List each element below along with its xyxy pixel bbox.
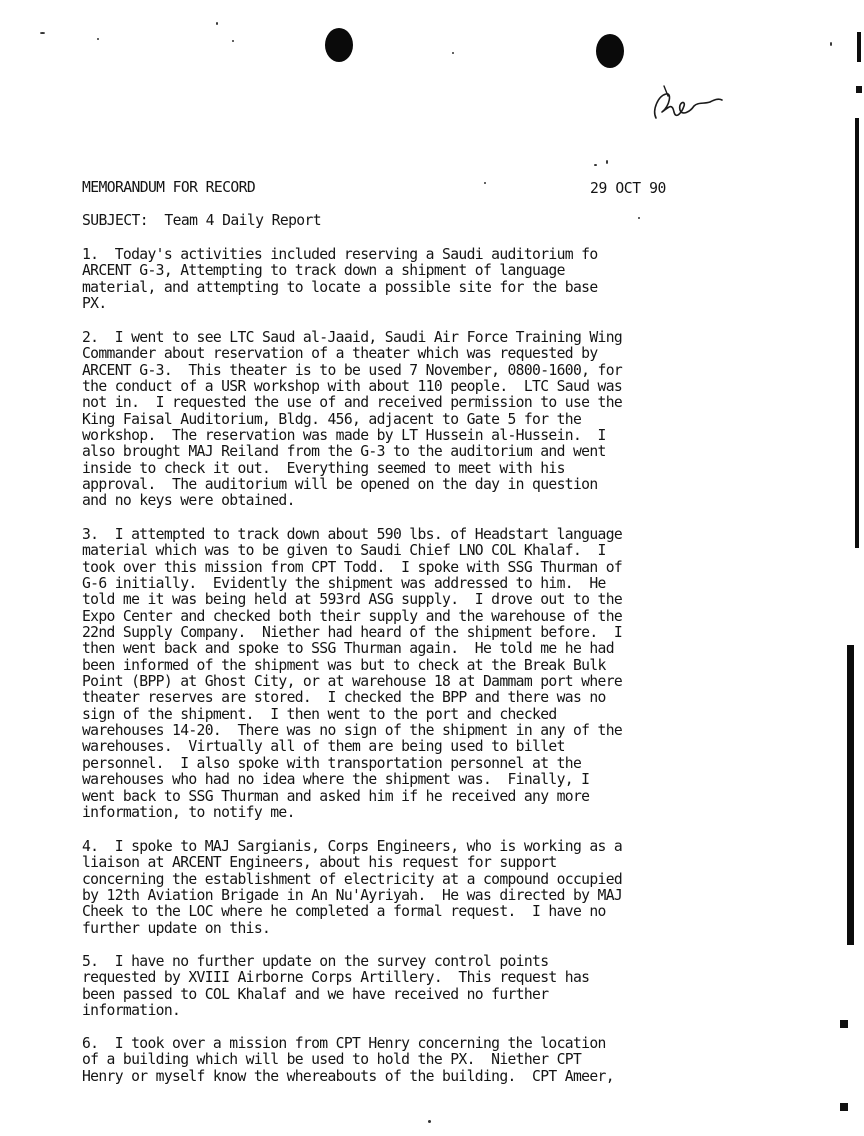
- scan-speck: [606, 160, 608, 164]
- scan-edge-dot: [840, 1103, 848, 1111]
- scan-speck: [40, 32, 45, 34]
- paragraph-6: 6. I took over a mission from CPT Henry concerning the location of a building which will be used to hold the PX. Niether CPT Henry or myself know the whereabouts of the building. CPT Ameer,: [82, 1035, 614, 1085]
- scan-speck: [232, 40, 234, 42]
- memo-heading: MEMORANDUM FOR RECORD: [82, 179, 256, 196]
- scan-speck: [638, 217, 640, 219]
- paragraph-1: 1. Today's activities included reserving a Saudi auditorium fo ARCENT G-3, Attempting to track down a shipment of language material, and attempting to locate a possible site for the base PX.: [82, 246, 598, 313]
- handwritten-initials: [648, 82, 724, 124]
- paragraph-5: 5. I have no further update on the survey control points requested by XVIII Airborne Corps Artillery. This request has been passed to COL Khalaf and we have received no further information.: [82, 953, 590, 1020]
- scan-speck: [97, 38, 99, 40]
- scan-speck: [830, 42, 832, 46]
- paragraph-2: 2. I went to see LTC Saud al-Jaaid, Saudi Air Force Training Wing Commander about reservation of a theater which was requested by ARCENT G-3. This theater is to be used 7 November, 0800-1600, for the conduct of a USR workshop with about 110 people. LTC Saud was not in. I requested the use of and received permission to use the King Faisal Auditorium, Bldg. 456, adjacent to Gate 5 for the workshop. The reservation was made by LT Hussein al-Hussein. I also brought MAJ Reiland from the G-3 to the auditorium and went inside to check it out. Everything seemed to meet with his approval. The auditorium will be opened on the day in question and no keys were obtained.: [82, 329, 623, 510]
- scan-edge-dot: [856, 86, 862, 93]
- scan-edge-dot: [840, 1020, 848, 1028]
- paragraph-4: 4. I spoke to MAJ Sargianis, Corps Engineers, who is working as a liaison at ARCENT Engineers, about his request for support concerning the establishment of electricity at a compound occupied by 12th Aviation Brigade in An Nu'Ayriyah. He was directed by MAJ Cheek to the LOC where he completed a formal request. I have no further update on this.: [82, 838, 623, 937]
- scan-speck: [452, 52, 454, 54]
- scan-edge-bar: [857, 32, 861, 62]
- memo-date: 29 OCT 90: [590, 180, 666, 197]
- memo-subject: SUBJECT: Team 4 Daily Report: [82, 212, 322, 229]
- punch-hole-right: [596, 34, 624, 68]
- scan-speck: [484, 182, 486, 184]
- scan-speck: [216, 22, 218, 25]
- punch-hole-left: [325, 28, 353, 62]
- scan-speck: [594, 164, 597, 166]
- scan-speck: [428, 1120, 431, 1123]
- scan-edge-bar: [855, 118, 859, 548]
- scan-edge-bar: [847, 645, 854, 945]
- paragraph-3: 3. I attempted to track down about 590 lbs. of Headstart language material which was to be given to Saudi Chief LNO COL Khalaf. I took over this mission from CPT Todd. I spoke with SSG Thurman of G-6 initially. Evidently the shipment was addressed to him. He told me it was being held at 593rd ASG supply. I drove out to the Expo Center and checked both their supply and the warehouse of the 22nd Supply Company. Niether had heard of the shipment before. I then went back and spoke to SSG Thurman again. He told me he had been informed of the shipment was but to check at the Break Bulk Point (BPP) at Ghost City, or at warehouse 18 at Dammam port where theater reserves are stored. I checked the BPP and there was no sign of the shipment. I then went to the port and checked warehouses 14-20. There was no sign of the shipment in any of the warehouses. Virtually all of them are being used to billet personnel. I also spoke with transportation personnel at the warehouses who had no idea where the shipment was. Finally, I went back to SSG Thurman and asked him if he received any more information, to notify me.: [82, 526, 623, 821]
